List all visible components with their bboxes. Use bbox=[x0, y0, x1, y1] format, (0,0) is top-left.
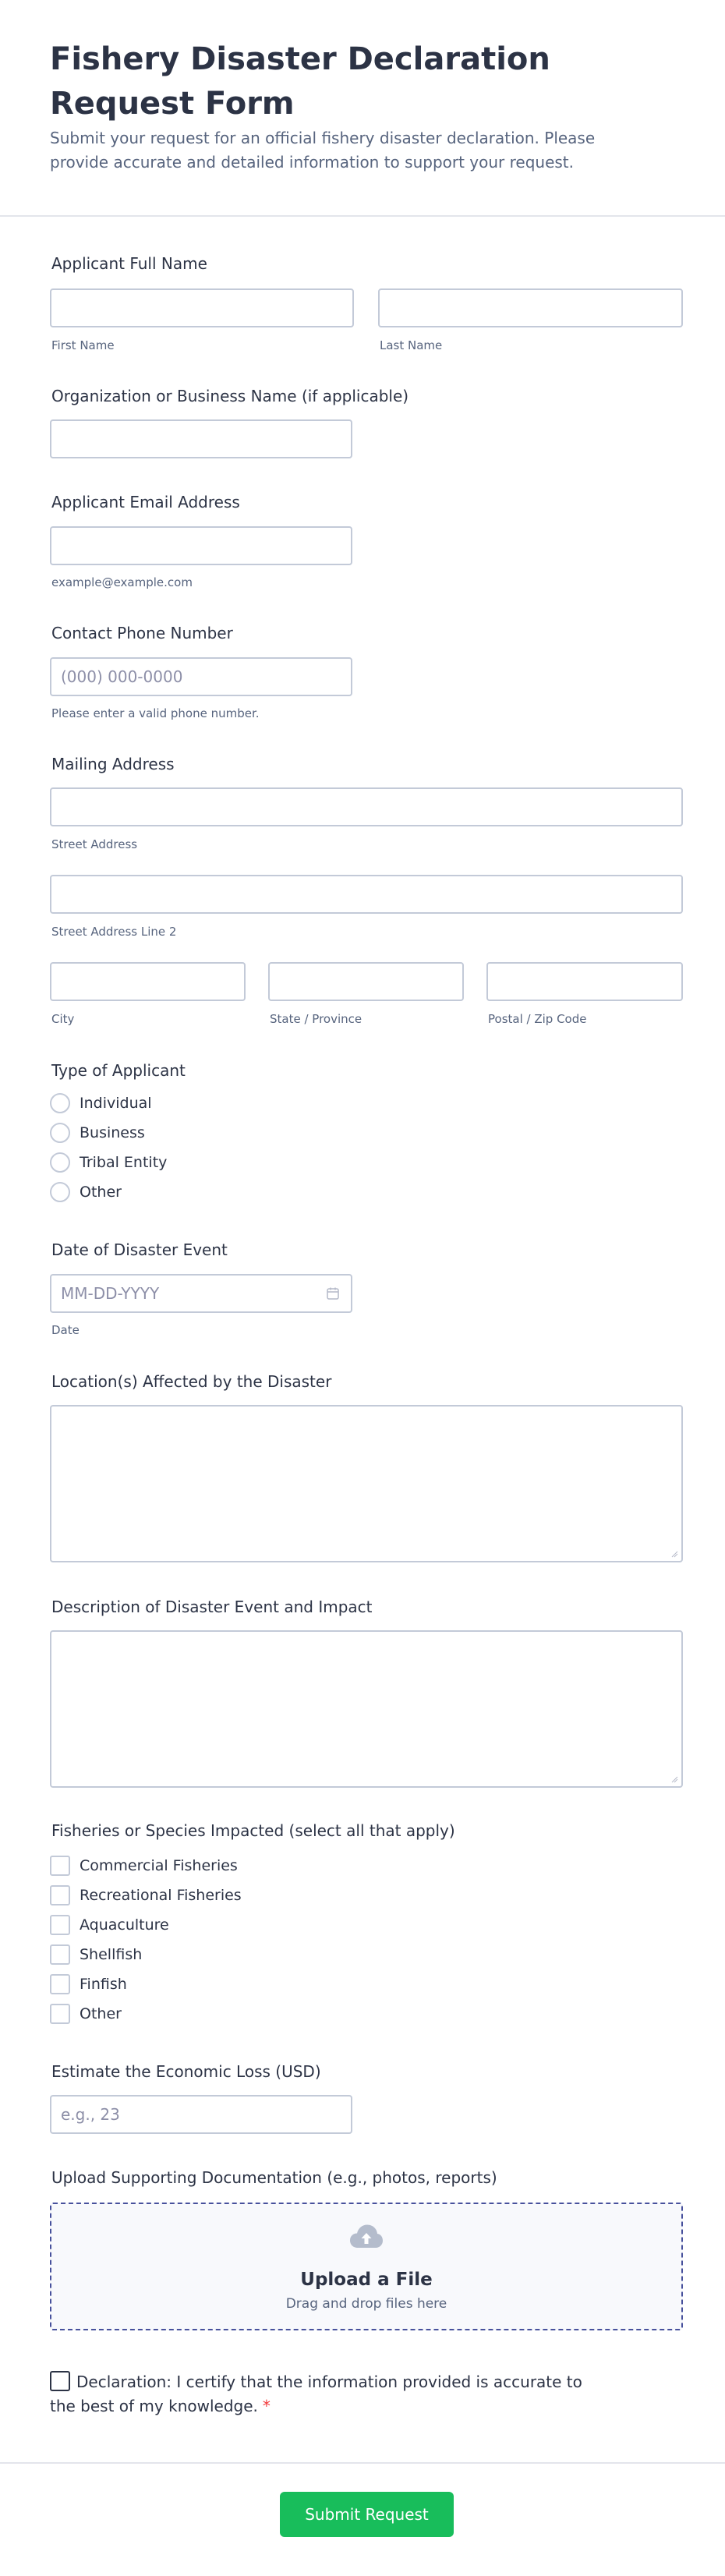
radio-label: Business bbox=[80, 1124, 145, 1141]
declaration-text: Declaration: I certify that the information provided is accurate to the best of my knowledge. bbox=[50, 2373, 582, 2415]
phone-input[interactable] bbox=[50, 657, 352, 696]
radio-option-tribal-entity[interactable] bbox=[50, 1152, 167, 1173]
economic-loss-input[interactable] bbox=[50, 2095, 352, 2134]
checkbox-option-recreational-fisheries[interactable] bbox=[50, 1884, 242, 1906]
full-name-label: Applicant Full Name bbox=[51, 254, 207, 273]
phone-placeholder: (000) 000-0000 bbox=[61, 667, 183, 686]
checkbox[interactable] bbox=[50, 1974, 70, 1994]
checkbox-option-other[interactable] bbox=[50, 2003, 122, 2025]
checkbox[interactable] bbox=[50, 2004, 70, 2024]
submit-button[interactable]: Submit Request bbox=[280, 2492, 454, 2537]
upload-hint: Drag and drop files here bbox=[285, 2296, 447, 2312]
radio-button[interactable] bbox=[50, 1182, 70, 1202]
street-address-line2-sublabel: Street Address Line 2 bbox=[51, 925, 177, 939]
locations-label: Location(s) Affected by the Disaster bbox=[51, 1372, 332, 1391]
cloud-upload-icon bbox=[348, 2223, 384, 2251]
date-label: Date of Disaster Event bbox=[51, 1240, 228, 1259]
phone-label: Contact Phone Number bbox=[51, 624, 233, 642]
radio-option-business[interactable] bbox=[50, 1122, 145, 1144]
radio-option-other[interactable] bbox=[50, 1181, 122, 1203]
street-address-sublabel: Street Address bbox=[51, 837, 138, 851]
radio-label: Tribal Entity bbox=[80, 1154, 168, 1171]
email-input[interactable] bbox=[50, 526, 352, 565]
zip-input[interactable] bbox=[486, 962, 683, 1001]
first-name-sublabel: First Name bbox=[51, 338, 115, 352]
checkbox[interactable] bbox=[50, 1885, 70, 1905]
zip-sublabel: Postal / Zip Code bbox=[488, 1012, 587, 1026]
form-header bbox=[0, 0, 725, 217]
email-label: Applicant Email Address bbox=[51, 493, 240, 511]
radio-option-individual[interactable] bbox=[50, 1092, 152, 1114]
radio-label: Individual bbox=[80, 1095, 152, 1112]
resize-handle-icon[interactable] bbox=[670, 1550, 678, 1558]
applicant-type-label: Type of Applicant bbox=[51, 1061, 186, 1080]
declaration-field bbox=[50, 2370, 596, 2419]
radio-button[interactable] bbox=[50, 1152, 70, 1173]
email-sublabel: example@example.com bbox=[51, 575, 193, 589]
file-upload-dropzone[interactable] bbox=[50, 2203, 683, 2330]
required-marker: * bbox=[262, 2397, 271, 2415]
checkbox-option-aquaculture[interactable] bbox=[50, 1914, 169, 1936]
checkbox-label: Other bbox=[80, 2005, 122, 2022]
description-textarea[interactable] bbox=[50, 1630, 683, 1788]
form-subtitle: Submit your request for an official fishery disaster declaration. Please provide accurate and detailed information to support your request. bbox=[50, 129, 596, 172]
date-sublabel: Date bbox=[51, 1323, 80, 1337]
economic-loss-placeholder: e.g., 23 bbox=[61, 2105, 120, 2124]
date-placeholder: MM-DD-YYYY bbox=[61, 1284, 160, 1303]
checkbox-label: Aquaculture bbox=[80, 1916, 169, 1934]
organization-label: Organization or Business Name (if applicable) bbox=[51, 387, 409, 405]
form-title: Fishery Disaster Declaration Request Form bbox=[50, 41, 550, 122]
street-address-input[interactable] bbox=[50, 787, 683, 826]
resize-handle-icon[interactable] bbox=[670, 1775, 678, 1783]
checkbox-label: Shellfish bbox=[80, 1946, 143, 1963]
radio-button[interactable] bbox=[50, 1123, 70, 1143]
checkbox[interactable] bbox=[50, 1856, 70, 1876]
checkbox[interactable] bbox=[50, 1915, 70, 1935]
checkbox-label: Finfish bbox=[80, 1976, 127, 1993]
declaration-checkbox[interactable] bbox=[50, 2371, 70, 2391]
checkbox[interactable] bbox=[50, 1944, 70, 1965]
calendar-icon[interactable] bbox=[326, 1286, 340, 1300]
locations-textarea[interactable] bbox=[50, 1405, 683, 1562]
radio-button[interactable] bbox=[50, 1093, 70, 1113]
upload-label: Upload Supporting Documentation (e.g., photos, reports) bbox=[51, 2168, 497, 2187]
last-name-input[interactable] bbox=[378, 288, 683, 327]
city-sublabel: City bbox=[51, 1012, 75, 1026]
radio-label: Other bbox=[80, 1184, 122, 1201]
checkbox-option-commercial-fisheries[interactable] bbox=[50, 1855, 238, 1877]
fisheries-label: Fisheries or Species Impacted (select all that apply) bbox=[51, 1821, 455, 1840]
phone-sublabel: Please enter a valid phone number. bbox=[51, 706, 260, 720]
description-label: Description of Disaster Event and Impact bbox=[51, 1598, 373, 1616]
state-sublabel: State / Province bbox=[270, 1012, 362, 1026]
state-input[interactable] bbox=[268, 962, 464, 1001]
organization-input[interactable] bbox=[50, 419, 352, 458]
upload-title: Upload a File bbox=[300, 2270, 433, 2290]
checkbox-label: Commercial Fisheries bbox=[80, 1857, 238, 1874]
address-label: Mailing Address bbox=[51, 755, 175, 773]
economic-loss-label: Estimate the Economic Loss (USD) bbox=[51, 2062, 321, 2081]
date-input[interactable] bbox=[50, 1274, 352, 1313]
street-address-line2-input[interactable] bbox=[50, 875, 683, 914]
first-name-input[interactable] bbox=[50, 288, 354, 327]
last-name-sublabel: Last Name bbox=[380, 338, 443, 352]
checkbox-option-shellfish[interactable] bbox=[50, 1944, 142, 1966]
checkbox-label: Recreational Fisheries bbox=[80, 1887, 242, 1904]
checkbox-option-finfish[interactable] bbox=[50, 1973, 127, 1995]
city-input[interactable] bbox=[50, 962, 246, 1001]
